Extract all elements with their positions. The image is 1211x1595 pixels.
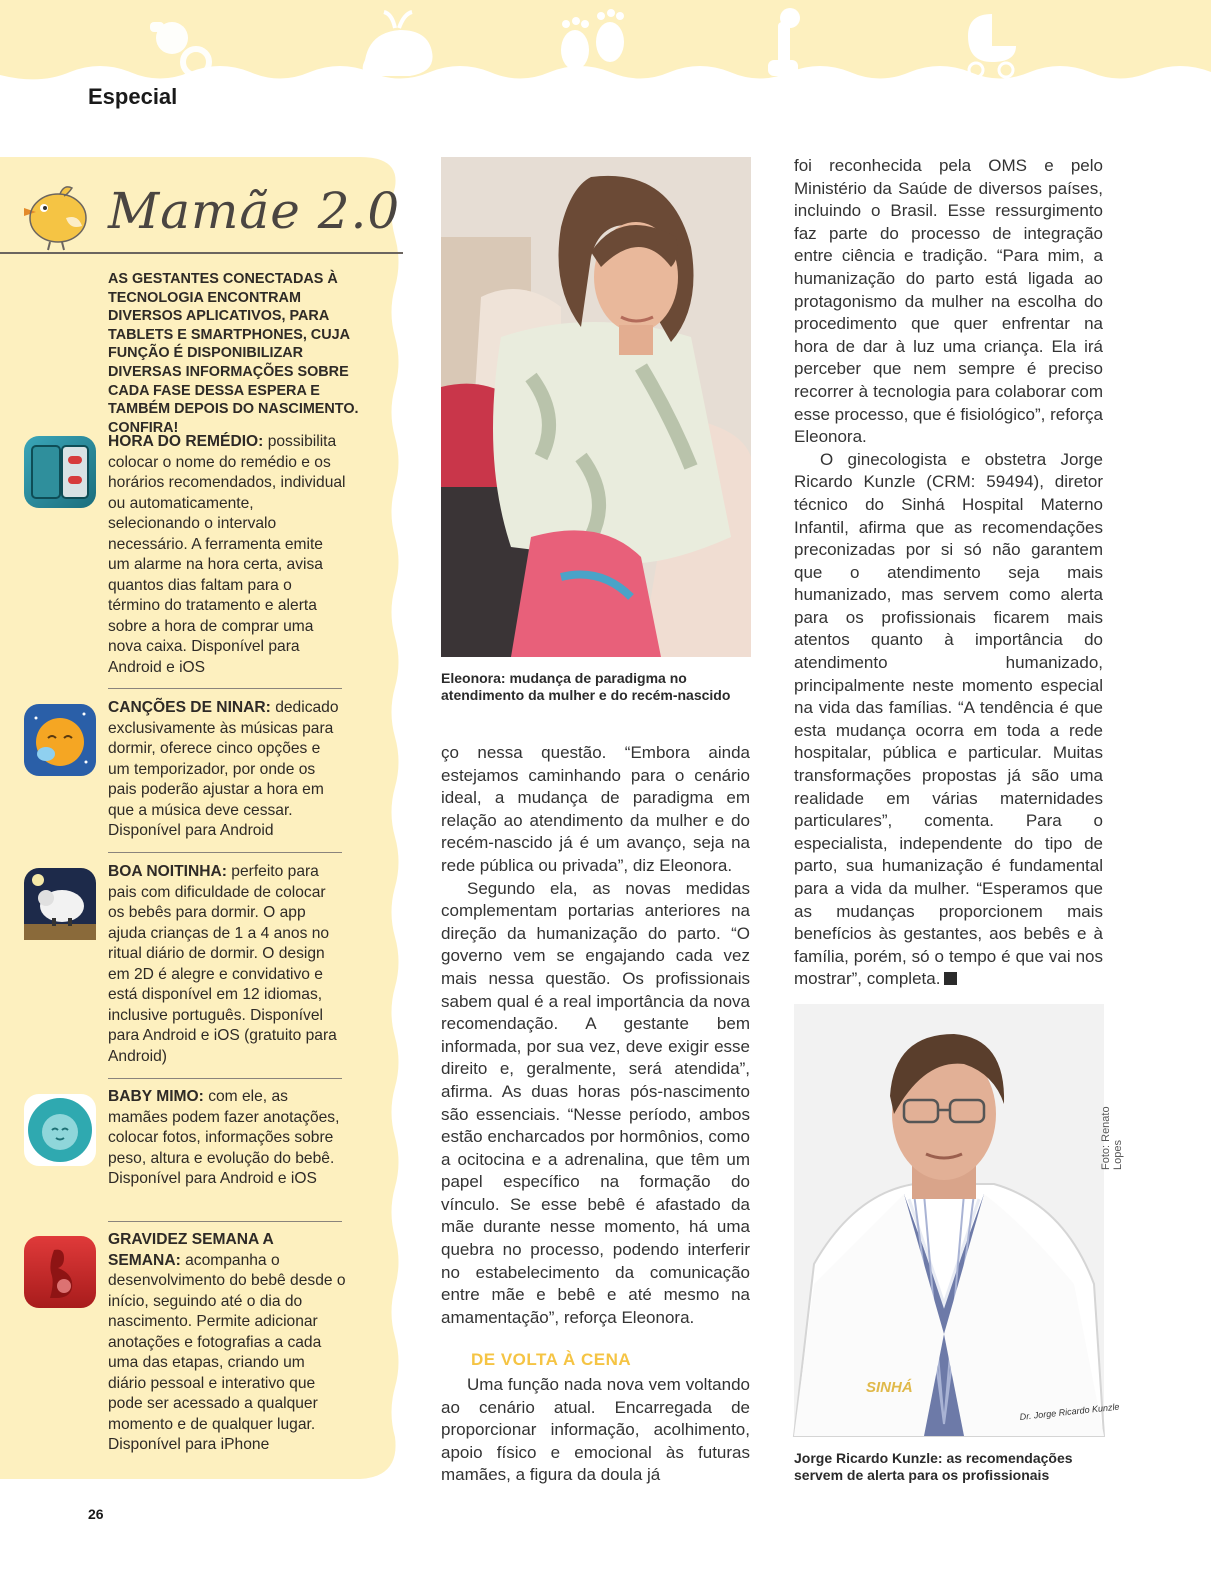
article-column-middle — [441, 742, 750, 1487]
app-item-gravidez-semana-a-semana — [108, 1230, 346, 1456]
photo-eleonora — [441, 157, 751, 657]
app-description: perfeito para pais com dificuldade de colocar os bebês para dormir. O app ajuda crianças de 1 a 4 anos no ritual diário de dormir. O design em 2D é alegre e convidativo e está disponível em 12 idiomas, inclusive português. Disponível para Android e iOS (gratuito para Android) — [108, 863, 337, 1065]
sidebar-title: Mamãe 2.0 — [108, 182, 401, 240]
app-description: dedicado exclusivamente às músicas para dormir, oferece cinco opções e um temporizador, por onde os pais poderão ajustar a hora em que a música deve cessar. Disponível para Android — [108, 699, 339, 839]
app-name: BOA NOITINHA: — [108, 863, 227, 880]
photo-caption-eleonora: Eleonora: mudança de paradigma no atendimento da mulher e do recém-nascido — [441, 670, 731, 703]
app-name: BABY MIMO: — [108, 1088, 204, 1105]
divider — [108, 1078, 342, 1079]
sheep-icon — [24, 868, 96, 940]
app-item-boa-noitinha — [108, 862, 346, 1067]
photo-caption-jorge: Jorge Ricardo Kunzle: as recomendações servem de alerta para os profissionais — [794, 1450, 1073, 1483]
paragraph: O ginecologista e obstetra Jorge Ricardo Kunzle (CRM: 59494), diretor técnico do Sinhá Hospital Materno Infantil, afirma que as recomendações preconizadas por si só não garantem que o atendimento seja mais humanizado, mas servem como alerta para os profissionais ficarem mais atentos quanto à importância do atendimento humanizado, principalmente neste momento especial na vida das famílias. “A tendência é que esta mudança ocorra em toda a rede hospitalar, pública e particular. Muitas transformações propostas já são uma realidade em várias maternidades particulares”, comenta. Para o especialista, independente do tipo de parto, sua humanização é fundamental para a vida da mulher. “Esperamos que as mudanças proporcionem mais benefícios às gestantes, aos bebês e à família, porém, só o tempo é que vai nos mostrar”, completa. — [794, 449, 1103, 989]
app-item-cancoes-de-ninar — [108, 698, 346, 842]
paragraph: Uma função nada nova vem voltando ao cenário atual. Encarregada de proporcionar informação, acolhimento, apoio físico e emocional às futuras mamães, a figura da doula já — [441, 1375, 750, 1485]
app-name: GRAVIDEZ SEMANA A SEMANA: — [108, 1231, 274, 1269]
coat-name-tag: Dr. Jorge Ricardo Kunzle — [1019, 1401, 1120, 1422]
sidebar-intro: AS GESTANTES CONECTADAS À TECNOLOGIA ENCONTRAM DIVERSOS APLICATIVOS, PARA TABLETS E SMARTPHONES, CUJA FUNÇÃO É DISPONIBILIZAR DIVERSAS INFORMAÇÕES SOBRE CADA FASE DESSA ESPERA E TAMBÉM DEPOIS DO NASCIMENTO. CONFIRA! — [108, 271, 359, 436]
app-item-hora-do-remedio — [108, 432, 346, 678]
app-item-baby-mimo — [108, 1087, 346, 1190]
coat-logo: SINHÁ — [866, 1379, 913, 1396]
end-mark-icon — [944, 972, 957, 985]
paragraph: ço nessa questão. “Embora ainda estejamos caminhando para o cenário ideal, a mudança de paradigma em relação ao atendimento da mulher e do recém-nascido já é um avanço, seja na rede pública ou privada”, diz Eleonora. — [441, 743, 750, 875]
subheading: DE VOLTA À CENA — [471, 1350, 632, 1370]
app-name: CANÇÕES DE NINAR: — [108, 699, 271, 716]
divider — [108, 852, 342, 853]
pregnant-silhouette-icon — [24, 1236, 96, 1308]
paragraph: Segundo ela, as novas medidas complementam portarias anteriores na direção da humanização do parto. “O governo vem se engajando cada vez mais nessa questão. Os profissionais sabem qual é a real importância da nova recomendação. A gestante bem informada, por sua vez, deve exigir esse direito e, geralmente, será atendida”, afirma. As duas horas pós-nascimento são essenciais. “Nesse período, ambos estão encharcados por hormônios, como a ocitocina e a adrenalina, que têm um papel específico na formação do vínculo. Se esse bebê é afastado da mãe durante nesse momento, há uma quebra no processo, podendo interferir no estabelecimento da comunicação entre mãe e bebê e até mesmo na amamentação”, reforça Eleonora. — [441, 878, 750, 1327]
divider — [108, 1221, 342, 1222]
sleepy-moon-icon — [24, 704, 96, 776]
paragraph: foi reconhecida pela OMS e pelo Ministério da Saúde de diversos países, incluindo o Brasil. Esse ressurgimento faz parte do processo de integração entre ciência e tradição. “Para mim, a humanização do parto está ligada ao protagonismo da mulher na escolha do procedimento que quer enfrentar na hora de dar à luz uma criança. Ela irá perceber que nem sempre é preciso recorrer à tecnologia para colaborar com esse processo, que é fisiológico”, reforça Eleonora. — [794, 156, 1103, 447]
pill-box-icon — [24, 436, 96, 508]
divider — [108, 688, 342, 689]
bird-icon — [20, 178, 92, 250]
section-label: Especial — [88, 84, 178, 109]
article-column-right — [794, 155, 1103, 991]
baby-face-icon — [24, 1094, 96, 1166]
photo-credit: Foto: Renato Lopes — [1100, 1106, 1124, 1170]
app-description: acompanha o desenvolvimento do bebê desde o início, seguindo até o dia do nascimento. Permite adicionar anotações e fotografias a cada uma das etapas, criando um diário pessoal e interativo que pode ser acessado a qualquer momento e de qualquer lugar. Disponível para iPhone — [108, 1251, 346, 1453]
app-description: possibilita colocar o nome do remédio e os horários recomendados, individual ou automaticamente, selecionando o intervalo necessário. A ferramenta emite um alarme na hora certa, avisa quantos dias faltam para o término do tratamento e alerta sobre a hora de comprar uma nova caixa. Disponível para Android e iOS — [108, 433, 346, 676]
app-description: com ele, as mamães podem fazer anotações, colocar fotos, informações sobre peso, altura e evolução do bebê. Disponível para Android e iOS — [108, 1088, 340, 1187]
sidebar-title-divider — [0, 252, 403, 254]
page-number: 26 — [88, 1506, 104, 1522]
top-banner — [0, 0, 1211, 110]
app-name: HORA DO REMÉDIO: — [108, 433, 264, 450]
